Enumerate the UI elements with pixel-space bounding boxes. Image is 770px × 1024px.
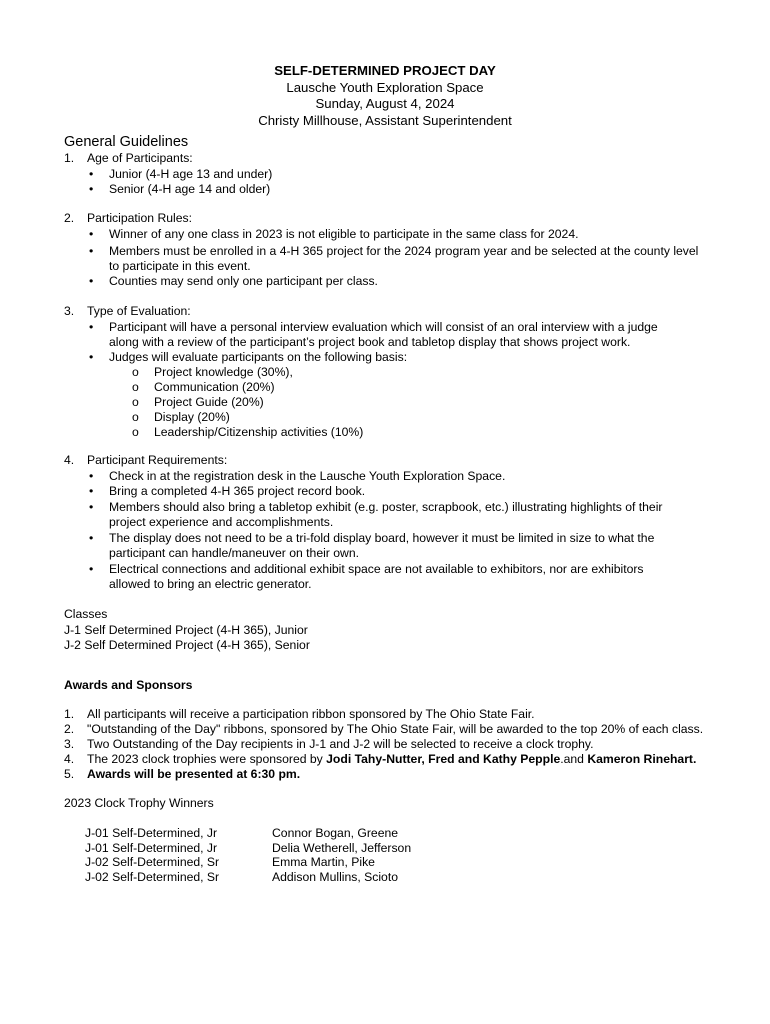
criteria-item: Project knowledge (30%), — [154, 365, 293, 379]
contact: Christy Millhouse, Assistant Superintendent — [258, 112, 512, 128]
sub-bullet-icon: o — [132, 380, 139, 394]
sub-bullet-icon: o — [132, 410, 139, 424]
general-guidelines-heading: General Guidelines — [64, 134, 189, 150]
award-item: "Outstanding of the Day" ribbons, sponsored by The Ohio State Fair, will be awarded to the top 20% of each class. — [87, 722, 704, 736]
section-title: Type of Evaluation: — [87, 304, 191, 318]
venue: Lausche Youth Exploration Space — [286, 79, 484, 95]
section-number: 2. — [64, 211, 75, 225]
list-item: Judges will evaluate participants on the following basis: — [109, 350, 408, 364]
winner-class: J-01 Self-Determined, Jr — [85, 826, 218, 840]
award-number: 2. — [64, 722, 75, 736]
winner-name: Emma Martin, Pike — [272, 855, 375, 870]
bullet-icon: • — [89, 244, 94, 258]
trophy-winners-heading: 2023 Clock Trophy Winners — [64, 796, 214, 810]
award-item: Awards will be presented at 6:30 pm. — [87, 767, 301, 781]
list-item: Winner of any one class in 2023 is not eligible to participate in the same class for 2024. — [109, 227, 579, 241]
list-item: Members should also bring a tabletop exhibit (e.g. poster, scrapbook, etc.) illustrating highlights of their — [109, 500, 663, 514]
award-text: .and — [560, 752, 588, 766]
section-title: Participant Requirements: — [87, 453, 228, 467]
bullet-icon: • — [89, 227, 94, 241]
awards-heading: Awards and Sponsors — [64, 678, 193, 692]
section-title: Participation Rules: — [87, 211, 192, 225]
criteria-item: Display (20%) — [154, 410, 230, 424]
list-item: Junior (4-H age 13 and under) — [109, 167, 273, 181]
winner-name: Connor Bogan, Greene — [272, 826, 399, 840]
winner-class: J-02 Self-Determined, Sr — [85, 869, 220, 884]
winner-name: Addison Mullins, Scioto — [272, 869, 398, 884]
classes-heading: Classes — [64, 607, 108, 621]
winner-name: Delia Wetherell, Jefferson — [272, 840, 412, 855]
winner-class: J-01 Self-Determined, Jr — [85, 840, 218, 855]
list-item-continued: participant can handle/maneuver on their own. — [109, 546, 359, 560]
list-item: Electrical connections and additional exhibit space are not available to exhibitors, nor are exhibitors — [109, 562, 644, 576]
award-number: 1. — [64, 707, 75, 721]
section-number: 4. — [64, 453, 75, 467]
section-number: 3. — [64, 304, 75, 318]
sub-bullet-icon: o — [132, 425, 139, 439]
list-item-continued: project experience and accomplishments. — [109, 515, 334, 529]
bullet-icon: • — [89, 274, 94, 288]
event-date: Sunday, August 4, 2024 — [315, 96, 455, 111]
bullet-icon: • — [89, 320, 94, 334]
section-number: 1. — [64, 151, 75, 165]
criteria-item: Project Guide (20%) — [154, 395, 264, 409]
sub-bullet-icon: o — [132, 395, 139, 409]
sponsor-names: Jodi Tahy-Nutter, Fred and Kathy Pepple — [326, 752, 561, 766]
sub-bullet-icon: o — [132, 365, 139, 379]
class-item: J-2 Self Determined Project (4-H 365), Senior — [64, 638, 310, 652]
list-item: Counties may send only one participant per class. — [109, 274, 378, 288]
section-title: Age of Participants: — [87, 151, 193, 165]
award-item: Two Outstanding of the Day recipients in J-1 and J-2 will be selected to receive a clock trophy. — [87, 737, 594, 751]
list-item: Members must be enrolled in a 4-H 365 project for the 2024 program year and be selected at the county level — [109, 244, 699, 258]
bullet-icon: • — [89, 484, 94, 498]
list-item: The display does not need to be a tri-fold display board, however it must be limited in size to what the — [109, 531, 655, 545]
winner-class: J-02 Self-Determined, Sr — [85, 855, 220, 870]
award-number: 5. — [64, 767, 75, 781]
class-item: J-1 Self Determined Project (4-H 365), Junior — [64, 623, 308, 637]
award-item: All participants will receive a participation ribbon sponsored by The Ohio State Fair. — [87, 707, 535, 721]
list-item: Check in at the registration desk in the Lausche Youth Exploration Space. — [109, 469, 506, 483]
award-number: 4. — [64, 752, 75, 766]
document-header — [0, 63, 770, 129]
document-title: SELF-DETERMINED PROJECT DAY — [274, 63, 496, 78]
list-item: Senior (4-H age 14 and older) — [109, 182, 271, 196]
list-item-continued: allowed to bring an electric generator. — [109, 577, 312, 591]
list-item: Bring a completed 4-H 365 project record book. — [109, 484, 366, 498]
award-number: 3. — [64, 737, 75, 751]
list-item-continued: along with a review of the participant’s project book and tabletop display that shows project work. — [109, 335, 631, 349]
bullet-icon: • — [89, 182, 94, 196]
bullet-icon: • — [89, 500, 94, 514]
bullet-icon: • — [89, 469, 94, 483]
bullet-icon: • — [89, 531, 94, 545]
bullet-icon: • — [89, 562, 94, 576]
bullet-icon: • — [89, 167, 94, 181]
criteria-item: Leadership/Citizenship activities (10%) — [154, 425, 364, 439]
list-item: Participant will have a personal interview evaluation which will consist of an oral interview with a judge — [109, 320, 658, 334]
sponsor-names: Kameron Rinehart. — [587, 752, 697, 766]
bullet-icon: • — [89, 350, 94, 364]
list-item-continued: to participate in this event. — [109, 259, 251, 273]
award-item — [87, 752, 696, 767]
criteria-item: Communication (20%) — [154, 380, 275, 394]
award-text: The 2023 clock trophies were sponsored by — [87, 752, 327, 766]
